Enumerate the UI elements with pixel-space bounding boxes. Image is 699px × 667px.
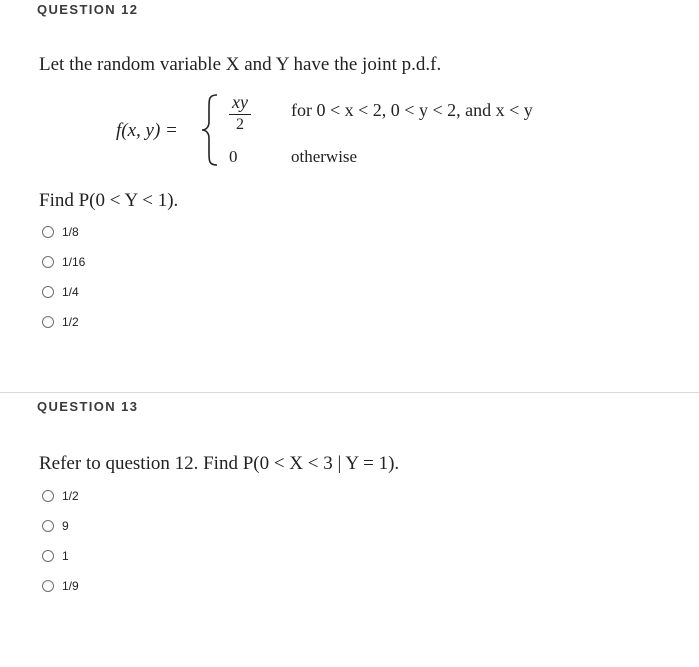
q12-option-2[interactable] — [42, 254, 85, 270]
q12-option-1[interactable] — [42, 224, 79, 240]
q12-option-4-label: 1/2 — [62, 315, 79, 329]
question-12-prompt: Find P(0 < Y < 1). — [39, 190, 179, 211]
pdf-otherwise: otherwise — [291, 147, 358, 166]
pdf-denominator: 2 — [236, 116, 244, 133]
q13-option-3-label: 1 — [62, 549, 69, 563]
radio-button[interactable] — [42, 490, 54, 502]
q13-option-4-label: 1/9 — [62, 579, 79, 593]
q13-option-1[interactable] — [42, 488, 79, 504]
radio-button[interactable] — [42, 286, 54, 298]
question-13-header: QUESTION 13 — [37, 399, 139, 414]
q12-option-4[interactable] — [42, 314, 79, 330]
pdf-numerator: xy — [232, 92, 248, 112]
left-brace-icon — [199, 93, 221, 167]
pdf-fraction — [226, 92, 254, 134]
q13-option-2[interactable] — [42, 518, 69, 534]
radio-button[interactable] — [42, 580, 54, 592]
q13-option-1-label: 1/2 — [62, 489, 79, 503]
pdf-condition: for 0 < x < 2, 0 < y < 2, and x < y — [291, 100, 533, 120]
pdf-lhs: f(x, y) = — [116, 120, 178, 141]
q12-option-2-label: 1/16 — [62, 255, 86, 269]
question-12-stem: Let the random variable X and Y have the joint p.d.f. — [39, 54, 442, 75]
q13-option-2-label: 9 — [62, 519, 69, 533]
fraction-bar — [229, 114, 251, 115]
pdf-zero-case: 0 — [229, 147, 238, 166]
radio-button[interactable] — [42, 550, 54, 562]
question-divider — [0, 392, 699, 393]
q13-option-3[interactable] — [42, 548, 69, 564]
radio-button[interactable] — [42, 316, 54, 328]
q12-option-3[interactable] — [42, 284, 79, 300]
radio-button[interactable] — [42, 256, 54, 268]
question-13-stem: Refer to question 12. Find P(0 < X < 3 | Y = 1). — [39, 453, 400, 474]
q12-option-3-label: 1/4 — [62, 285, 79, 299]
q13-option-4[interactable] — [42, 578, 79, 594]
question-12-header: QUESTION 12 — [37, 2, 139, 17]
q12-option-1-label: 1/8 — [62, 225, 79, 239]
radio-button[interactable] — [42, 226, 54, 238]
radio-button[interactable] — [42, 520, 54, 532]
